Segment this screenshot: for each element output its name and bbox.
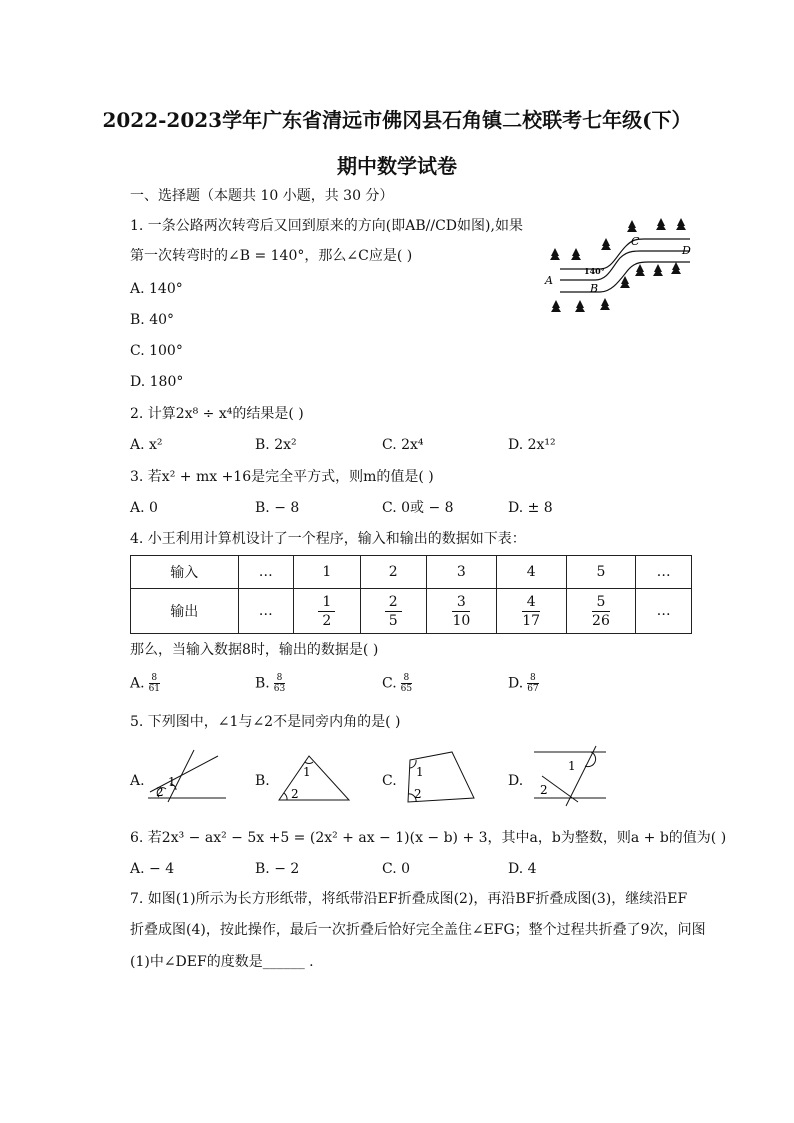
page-title-line2: 期中数学试卷 xyxy=(337,154,457,178)
angle-1-label: 1 xyxy=(303,765,311,779)
fraction-denominator: 2 xyxy=(322,612,332,629)
q4-option-b xyxy=(255,673,285,694)
q7-text-line3: (1)中∠DEF的度数是______ . xyxy=(130,954,314,970)
q6-option-c: C. 0 xyxy=(382,861,411,877)
angle-1-label: 1 xyxy=(568,759,576,773)
table-cell: … xyxy=(636,556,692,589)
q1-text-line1: 1. 一条公路两次转弯后又回到原来的方向(即AB//CD如图),如果 xyxy=(130,218,523,234)
table-cell xyxy=(360,589,426,634)
q1-label-c: C xyxy=(631,235,640,248)
table-cell: 3 xyxy=(426,556,496,589)
q7-text-line2: 折叠成图(4)，按此操作，最后一次折叠后恰好完全盖住∠EFG；整个过程共折叠了9次，问图 xyxy=(130,922,706,938)
fraction-numerator: 1 xyxy=(318,593,335,612)
q6-option-b: B. − 2 xyxy=(255,861,300,877)
fraction-denominator: 67 xyxy=(527,684,539,694)
q1-option-a: A. 140° xyxy=(130,281,183,297)
table-cell: 5 xyxy=(566,556,636,589)
q5-figure-c xyxy=(402,748,482,806)
option-fraction xyxy=(527,673,538,694)
option-label: A. xyxy=(130,675,145,692)
q5-text: 5. 下列图中，∠1与∠2不是同旁内角的是( ) xyxy=(130,714,401,730)
table-cell: 输出 xyxy=(131,589,239,634)
q3-text: 3. 若x² + mx +16是完全平方式，则m的值是( ) xyxy=(130,469,434,485)
fraction-numerator: 8 xyxy=(401,673,412,684)
q5-figure-b xyxy=(275,752,355,804)
q1-road-figure xyxy=(540,212,700,316)
q4-followup: 那么，当输入数据8时，输出的数据是( ) xyxy=(130,642,379,658)
tree-icon xyxy=(551,300,561,312)
q5-figure-d xyxy=(528,744,610,808)
tree-icon xyxy=(550,248,560,260)
q3-option-c: C. 0或 − 8 xyxy=(382,500,454,516)
q4-option-a xyxy=(130,673,160,694)
angle-2-label: 2 xyxy=(414,787,422,801)
q2-text: 2. 计算2x⁸ ÷ x⁴的结果是( ) xyxy=(130,406,304,422)
q5-option-c: C. xyxy=(382,773,397,789)
angle-2-label: 2 xyxy=(540,783,548,797)
fraction-numerator: 5 xyxy=(592,593,610,612)
option-fraction xyxy=(401,673,412,694)
fraction-numerator: 8 xyxy=(149,673,160,684)
tree-icon xyxy=(571,248,581,260)
q1-option-d: D. 180° xyxy=(130,374,184,390)
tree-icon xyxy=(656,218,666,230)
fraction-numerator: 3 xyxy=(452,593,470,612)
table-cell: … xyxy=(238,556,294,589)
fraction-denominator: 65 xyxy=(400,684,413,694)
tree-icon xyxy=(600,298,610,310)
tree-icon xyxy=(671,262,681,274)
q2-option-a: A. x² xyxy=(130,437,163,453)
table-cell: 1 xyxy=(294,556,360,589)
table-row xyxy=(131,589,692,634)
tree-icon xyxy=(575,300,585,312)
fraction-denominator: 17 xyxy=(522,612,541,629)
fraction-denominator: 26 xyxy=(592,612,610,629)
q1-label-d: D xyxy=(682,244,691,257)
q6-text: 6. 若2x³ − ax² − 5x +5 = (2x² + ax − 1)(x − b) + 3，其中a，b为整数，则a + b的值为( ) xyxy=(130,830,727,846)
angle-1-label: 1 xyxy=(168,775,176,789)
q1-label-a: A xyxy=(545,274,553,287)
angle-1-label: 1 xyxy=(416,765,424,779)
table-cell xyxy=(294,589,360,634)
option-label: C. xyxy=(382,675,397,692)
fraction-numerator: 8 xyxy=(527,673,538,684)
q6-option-d: D. 4 xyxy=(508,861,537,877)
q5-option-b: B. xyxy=(255,773,270,789)
q7-text-line1: 7. 如图(1)所示为长方形纸带，将纸带沿EF折叠成图(2)，再沿BF折叠成图(3)，继续沿EF xyxy=(130,891,688,907)
q1-text-line2: 第一次转弯时的∠B = 140°，那么∠C应是( ) xyxy=(130,248,413,264)
fraction-numerator: 8 xyxy=(274,673,285,684)
page-title-line1: 2022-2023学年广东省清远市佛冈县石角镇二校联考七年级(下） xyxy=(102,108,692,132)
fraction-numerator: 4 xyxy=(522,593,540,612)
q3-option-d: D. ± 8 xyxy=(508,500,553,516)
tree-icon xyxy=(653,264,663,276)
q5-option-d: D. xyxy=(508,773,524,789)
tree-icon xyxy=(601,238,611,250)
q4-text: 4. 小王利用计算机设计了一个程序，输入和输出的数据如下表： xyxy=(130,531,526,547)
table-cell xyxy=(566,589,636,634)
table-cell: … xyxy=(636,589,692,634)
table-cell: 输入 xyxy=(131,556,239,589)
q2-option-b: B. 2x² xyxy=(255,437,297,453)
q6-option-a: A. − 4 xyxy=(130,861,175,877)
fraction-denominator: 5 xyxy=(388,612,398,629)
q5-option-a: A. xyxy=(130,773,145,789)
angle-2-label: 2 xyxy=(291,787,299,801)
table-cell: … xyxy=(238,589,294,634)
q1-option-b: B. 40° xyxy=(130,312,175,328)
angle-2-label: 2 xyxy=(156,785,164,799)
fraction-denominator: 10 xyxy=(452,612,471,629)
q4-option-c xyxy=(382,673,412,694)
table-cell: 4 xyxy=(496,556,566,589)
option-fraction xyxy=(274,673,285,694)
q2-option-c: C. 2x⁴ xyxy=(382,437,424,453)
table-row xyxy=(131,556,692,589)
section-heading: 一、选择题（本题共 10 小题，共 30 分） xyxy=(130,188,394,204)
fraction-numerator: 2 xyxy=(385,593,402,612)
q1-option-c: C. 100° xyxy=(130,343,183,359)
option-fraction xyxy=(149,673,160,694)
q5-figure-a xyxy=(146,748,230,804)
q1-angle-label: 140° xyxy=(584,266,605,276)
q4-option-d xyxy=(508,673,539,694)
q3-option-b: B. − 8 xyxy=(255,500,300,516)
fraction-denominator: 61 xyxy=(148,684,161,694)
q1-label-b: B xyxy=(590,282,599,295)
table-cell xyxy=(496,589,566,634)
io-table xyxy=(130,555,692,634)
tree-icon xyxy=(627,220,637,232)
table-cell xyxy=(426,589,496,634)
tree-icon xyxy=(635,264,645,276)
tree-icon xyxy=(676,218,686,230)
q2-option-d: D. 2x¹² xyxy=(508,437,556,453)
q3-option-a: A. 0 xyxy=(130,500,158,516)
fraction-denominator: 63 xyxy=(273,684,286,694)
table-cell: 2 xyxy=(360,556,426,589)
option-label: D. xyxy=(508,675,524,692)
option-label: B. xyxy=(255,675,270,692)
